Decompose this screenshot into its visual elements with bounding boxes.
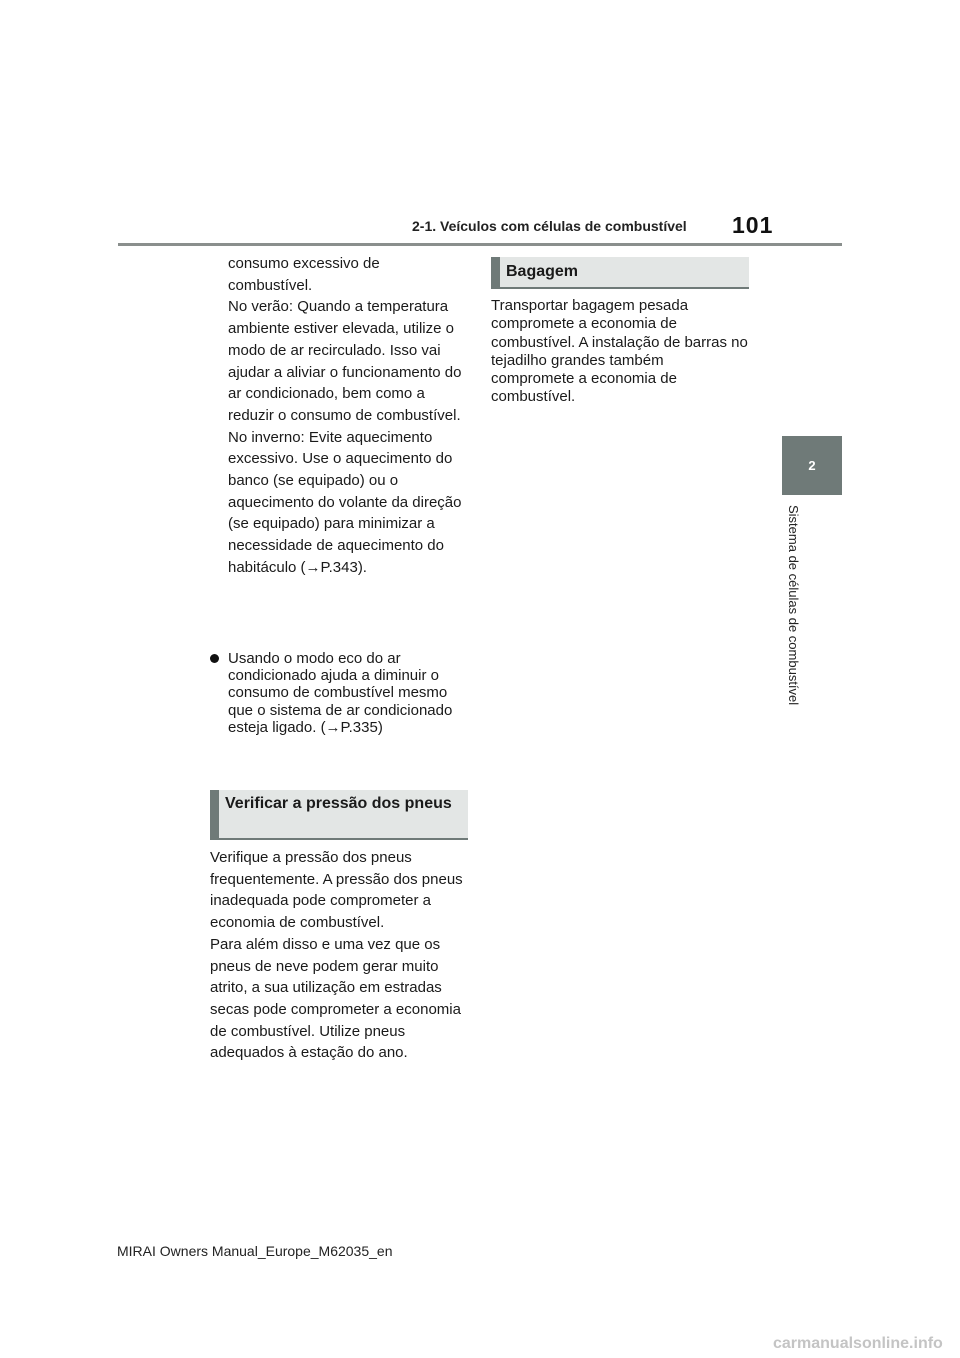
footer-manual-id: MIRAI Owners Manual_Europe_M62035_en [117,1243,393,1259]
left-continued-text [228,253,468,579]
header-divider [118,243,842,246]
header-section-title: 2-1. Veículos com células de combustível [412,218,687,234]
chapter-tab [782,436,842,495]
section-heading-luggage: Bagagem [491,257,749,289]
bullet-text: Usando o modo eco do ar condicionado ajuda a diminuir o consumo de combustível mesmo que o sistema de ar condicionado esteja ligado. (→P.335) [228,650,453,736]
paragraph: Verifique a pressão dos pneus frequentemente. A pressão dos pneus inadequada pode comprometer a economia de combustível. [210,849,463,932]
paragraph: Para além disso e uma vez que os pneus de neve podem gerar muito atrito, a sua utilização em estradas secas pode comprometer a economia de combustível. Utilize pneus adequados à estação do ano. [210,935,461,1062]
tire-section-body [210,847,468,1064]
bullet-icon [210,654,219,663]
watermark: carmanualsonline.info [773,1335,943,1352]
paragraph: Transportar bagagem pesada compromete a economia de combustível. A instalação de barras no tejadilho grandes também compromete a economia de combustível. [491,297,748,406]
paragraph: No inverno: Evite aquecimento excessivo. Use o aquecimento do banco (se equipado) ou o aquecimento do volante da direção (se equipado) para minimizar a necessidade de aquecimento do habitáculo (→P.343). [228,428,462,576]
section-heading-tire-pressure: Verificar a pressão dos pneus [210,790,468,840]
page-number: 101 [732,212,774,238]
chapter-side-label: Sistema de células de combustível [786,505,801,706]
chapter-number: 2 [808,458,816,473]
paragraph: consumo excessivo de combustível. [228,255,380,294]
paragraph: No verão: Quando a temperatura ambiente estiver elevada, utilize o modo de ar recirculado. Isso vai ajudar a aliviar o funcionamento do ar condicionado, bem como a reduzir o consumo de combustível. [228,298,462,424]
bullet-item [210,650,468,736]
luggage-section-body [491,297,749,407]
